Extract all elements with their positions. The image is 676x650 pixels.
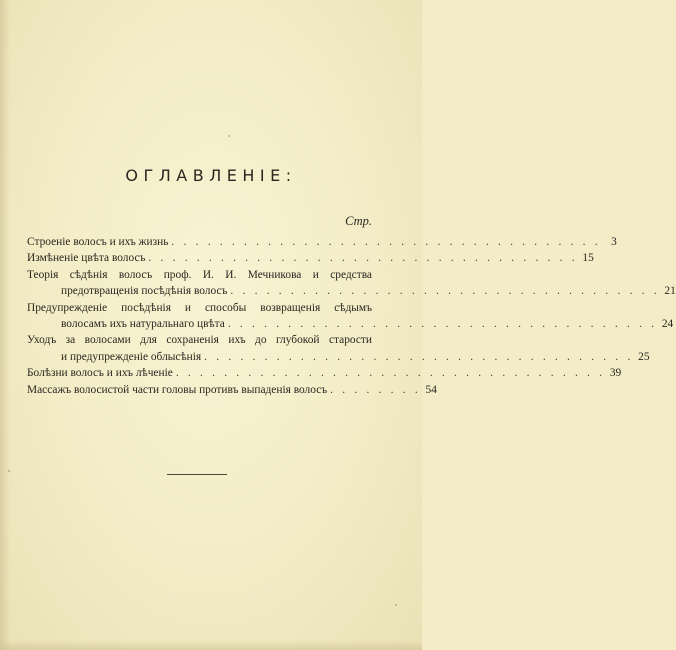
table-of-contents: [27, 234, 676, 398]
toc-entry-page: 15: [582, 252, 594, 265]
leader-dots: . . . . . . . . . . . . . . . . . . . . . . . . . . . . . . . . . . . .: [204, 350, 634, 363]
toc-entry-page: 54: [425, 383, 437, 396]
section-divider-rule: [167, 474, 227, 475]
page-edge-shadow-bottom: [0, 640, 422, 650]
toc-entry[interactable]: [27, 332, 650, 365]
toc-entry[interactable]: [27, 365, 622, 381]
leader-dots: . . . . . . . .: [330, 383, 421, 396]
leader-dots: . . . . . . . . . . . . . . . . . . . . . . . . . . . . . . . . . . . .: [171, 236, 601, 248]
page-edge-shadow-left: [0, 0, 10, 650]
toc-entry[interactable]: [27, 234, 617, 250]
toc-entry-title: Предупрежденіе посѣдѣнія и способы возвращенія сѣдымъ: [27, 301, 372, 314]
leader-dots: . . . . . . . . . . . . . . . . . . . . . . . . . . . . . . . . . . . .: [148, 252, 578, 265]
toc-entry-title-continued: предотвращенія посѣдѣнія волосъ: [61, 285, 228, 298]
toc-entry-title-continued: волосамъ ихъ натуральнаго цвѣта: [61, 318, 225, 331]
toc-entry-page: 24: [661, 318, 674, 331]
toc-entry-title: Болѣзни волосъ и ихъ лѣченіе: [27, 367, 173, 380]
paper-fleck: [395, 604, 397, 606]
toc-entry-title: Уходъ за волосами для сохраненія ихъ до глубокой старости: [27, 334, 372, 347]
toc-entry-title: Массажъ волосистой части головы противъ выпаденія волосъ: [27, 383, 328, 396]
toc-entry[interactable]: [27, 267, 676, 300]
toc-entry-page: 3: [611, 236, 617, 248]
toc-entry-page: 25: [638, 350, 650, 363]
page-column-label: Стр.: [345, 214, 372, 228]
leader-dots: . . . . . . . . . . . . . . . . . . . . . . . . . . . . . . . . . . . .: [227, 318, 658, 331]
paper-fleck: [8, 470, 10, 472]
toc-entry-page: 39: [609, 367, 622, 380]
page-title: ОГЛАВЛЕНІЕ:: [125, 166, 297, 185]
leader-dots: . . . . . . . . . . . . . . . . . . . . . . . . . . . . . . . . . . . .: [175, 367, 606, 380]
toc-entry[interactable]: [27, 250, 594, 266]
toc-entry[interactable]: [27, 382, 437, 398]
toc-entry-title: Измѣненіе цвѣта волосъ: [27, 252, 146, 265]
toc-entry-title: Строеніе волосъ и ихъ жизнь: [27, 236, 169, 248]
toc-entry[interactable]: [27, 300, 674, 333]
paper-fleck: [228, 135, 230, 137]
leader-dots: . . . . . . . . . . . . . . . . . . . . . . . . . . . . . . . . . . . .: [230, 285, 660, 298]
toc-entry-page: 21: [664, 285, 676, 298]
toc-entry-title: Теорія сѣдѣнія волосъ проф. И. И. Мечникова и средства: [27, 268, 372, 281]
toc-entry-title-continued: и предупрежденіе облысѣнія: [61, 350, 202, 363]
